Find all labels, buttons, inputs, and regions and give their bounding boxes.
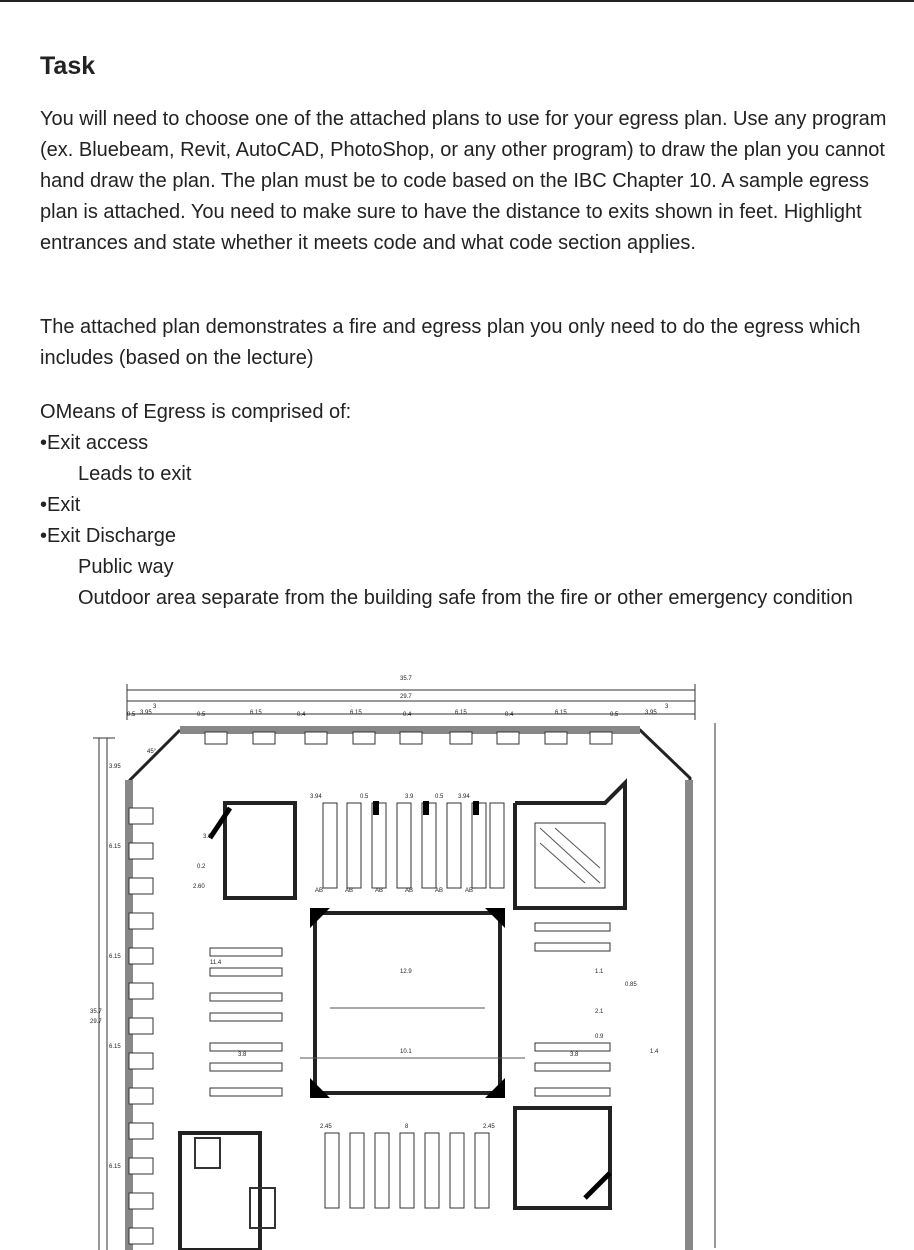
plan-dimension: 6.15: [250, 710, 262, 716]
plan-dimension: 35.7: [90, 1009, 102, 1015]
top-border: [0, 0, 914, 2]
list-item: •Exit: [40, 494, 81, 516]
plan-dimension: AB: [375, 888, 384, 894]
plan-dimension: 3.9: [405, 794, 414, 800]
plan-dimension: 6.15: [109, 954, 121, 960]
bullet-icon: •: [40, 494, 48, 516]
list-item: •Exit access: [40, 432, 149, 454]
plan-dimension: 3.94: [310, 794, 322, 800]
plan-dimension: 0.4: [403, 712, 412, 718]
plan-description-paragraph: The attached plan demonstrates a fire and egress plan you only need to do the egress which includes (based on the lecture): [40, 316, 861, 369]
plan-dimension: 6.15: [455, 710, 467, 716]
plan-dimension: 3.8: [570, 1052, 579, 1058]
plan-dimension: 3.95: [109, 764, 121, 770]
bullet-icon: •: [40, 432, 48, 454]
plan-dimension: AB: [345, 888, 354, 894]
circle-bullet-icon: O: [40, 401, 56, 423]
list-subitem: Leads to exit: [78, 463, 192, 485]
plan-dimension: 10.1: [400, 1049, 412, 1055]
plan-dimension: 2.1: [595, 1009, 604, 1015]
plan-dimension: 2.60: [193, 884, 205, 890]
plan-dimension: 6.15: [109, 1164, 121, 1170]
plan-dimension: 0.5: [127, 712, 136, 718]
plan-dimension: 0.2: [197, 864, 206, 870]
page-title: Task: [40, 52, 96, 80]
plan-dimension: 3.95: [645, 710, 657, 716]
plan-dimension: 3.6: [203, 834, 212, 840]
plan-dimension: 3.8: [238, 1052, 247, 1058]
plan-dimension: 2.45: [483, 1124, 495, 1130]
plan-dimension: 6.15: [109, 844, 121, 850]
plan-dimension: 8: [405, 1124, 409, 1130]
plan-dimension: 11.4: [210, 960, 222, 966]
plan-dimension: AB: [465, 888, 474, 894]
plan-dimension: 0.5: [435, 794, 444, 800]
plan-dimension: 3.94: [458, 794, 470, 800]
plan-dimension: 1.1: [595, 969, 604, 975]
plan-dimension: 0.4: [505, 712, 514, 718]
plan-dimension: AB: [405, 888, 414, 894]
plan-dimension: AB: [315, 888, 324, 894]
bullet-icon: •: [40, 525, 48, 547]
plan-dimension: 1.4: [650, 1049, 659, 1055]
plan-dimension: AB: [435, 888, 444, 894]
egress-list: [40, 397, 900, 614]
floor-plan-image: [85, 668, 730, 1250]
plan-dimension: 29.7: [400, 694, 412, 700]
instructions-paragraph: You will need to choose one of the attached plans to use for your egress plan. Use any program (ex. Bluebeam, Revit, AutoCAD, PhotoShop, or any other program) to draw the plan you cannot hand draw the plan. The plan must be to code based on the IBC Chapter 10. A sample egress plan is attached. You need to make sure to have the distance to exits shown in feet. Highlight entrances and state whether it meets code and what code section applies.: [40, 108, 887, 254]
list-heading: OMeans of Egress is comprised of:: [40, 401, 352, 423]
plan-dimension: 0.5: [197, 712, 206, 718]
plan-dimension: 0.5: [610, 712, 619, 718]
plan-dimension: 6.15: [109, 1044, 121, 1050]
list-subitem: Outdoor area separate from the building safe from the fire or other emergency condition: [78, 587, 853, 609]
plan-dimension: 12.9: [400, 969, 412, 975]
plan-dimension: 29.7: [90, 1019, 102, 1025]
plan-dimension: 3: [153, 704, 157, 710]
plan-dimension: 0.5: [360, 794, 369, 800]
list-item: •Exit Discharge: [40, 525, 176, 547]
plan-dimension: 6.15: [555, 710, 567, 716]
plan-dimension: 45°: [147, 749, 157, 755]
plan-dimension: 35.7: [400, 676, 412, 682]
plan-dimension: 3: [665, 704, 669, 710]
plan-dimension: 3.95: [140, 710, 152, 716]
plan-dimension: 2.45: [320, 1124, 332, 1130]
plan-dimension: 0.85: [625, 982, 637, 988]
plan-dimension: 0.4: [297, 712, 306, 718]
plan-dimension: 6.15: [350, 710, 362, 716]
list-subitem: Public way: [78, 556, 174, 578]
plan-dimension: 0.9: [595, 1034, 604, 1040]
